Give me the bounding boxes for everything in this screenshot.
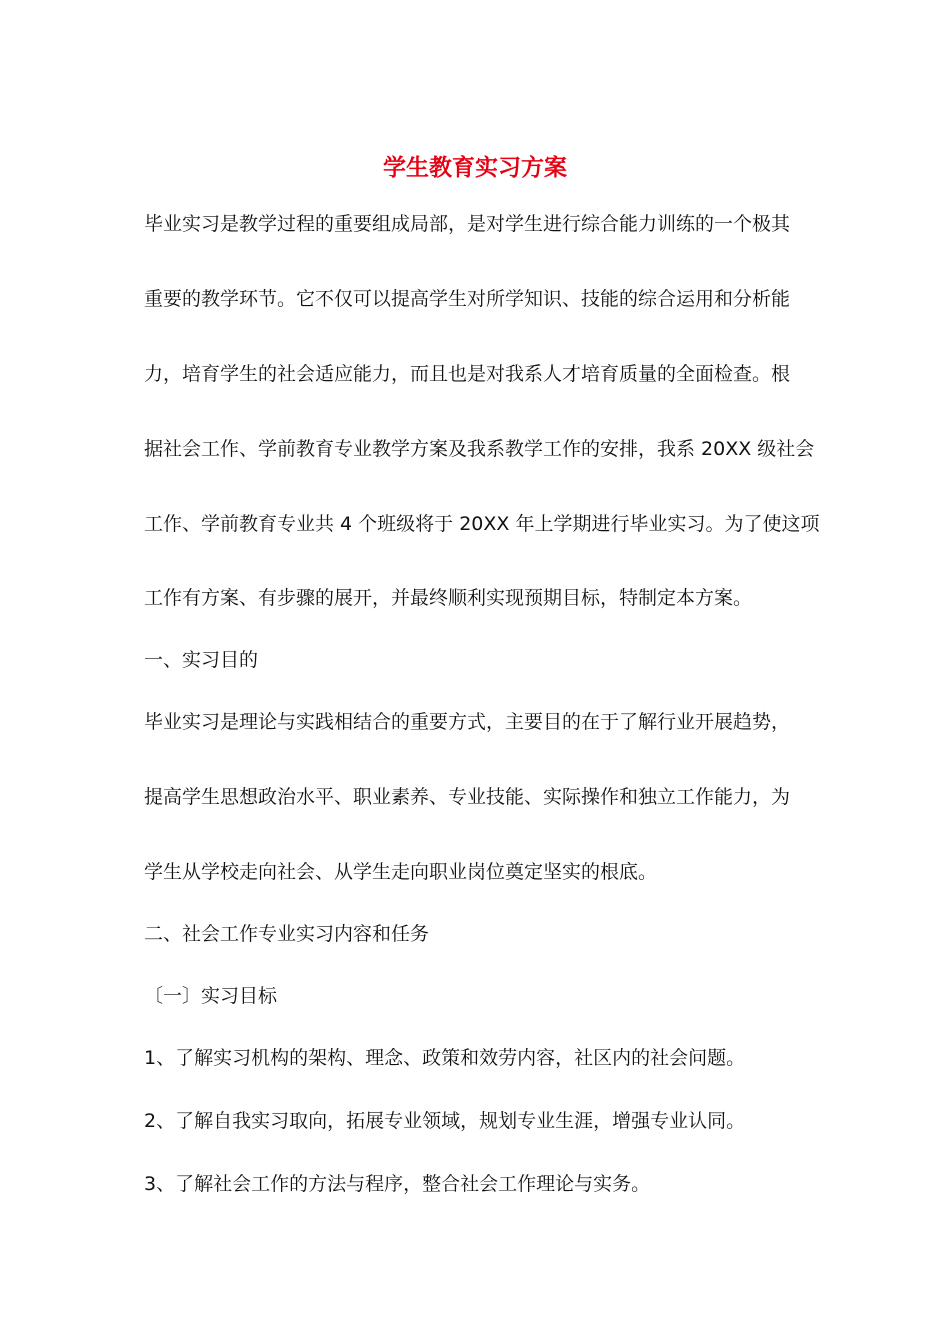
subsection-heading: 〔一〕实习目标 <box>144 985 278 1007</box>
paragraph-line: 学生从学校走向社会、从学生走向职业岗位奠定坚实的根底。 <box>144 861 658 883</box>
paragraph-line: 重要的教学环节。它不仅可以提高学生对所学知识、技能的综合运用和分析能 <box>144 288 791 310</box>
list-item: 3、了解社会工作的方法与程序，整合社会工作理论与实务。 <box>144 1173 651 1195</box>
section-heading: 一、实习目的 <box>144 649 259 671</box>
document-title: 学生教育实习方案 <box>383 155 567 181</box>
paragraph-line: 毕业实习是教学过程的重要组成局部，是对学生进行综合能力训练的一个极其 <box>144 213 791 235</box>
paragraph-line: 提高学生思想政治水平、职业素养、专业技能、实际操作和独立工作能力，为 <box>144 786 791 808</box>
paragraph-line: 力，培育学生的社会适应能力，而且也是对我系人才培育质量的全面检查。根 <box>144 363 791 385</box>
paragraph-line: 据社会工作、学前教育专业教学方案及我系教学工作的安排，我系 20XX 级社会 <box>144 438 815 460</box>
paragraph-line: 工作、学前教育专业共 4 个班级将于 20XX 年上学期进行毕业实习。为了使这项 <box>144 513 820 535</box>
paragraph-line: 毕业实习是理论与实践相结合的重要方式，主要目的在于了解行业开展趋势， <box>144 711 791 733</box>
paragraph-line: 工作有方案、有步骤的展开，并最终顺利实现预期目标，特制定本方案。 <box>144 587 753 609</box>
list-item: 1、了解实习机构的架构、理念、政策和效劳内容，社区内的社会问题。 <box>144 1047 746 1069</box>
list-item: 2、了解自我实习取向，拓展专业领域，规划专业生涯，增强专业认同。 <box>144 1110 746 1132</box>
section-heading: 二、社会工作专业实习内容和任务 <box>144 923 430 945</box>
